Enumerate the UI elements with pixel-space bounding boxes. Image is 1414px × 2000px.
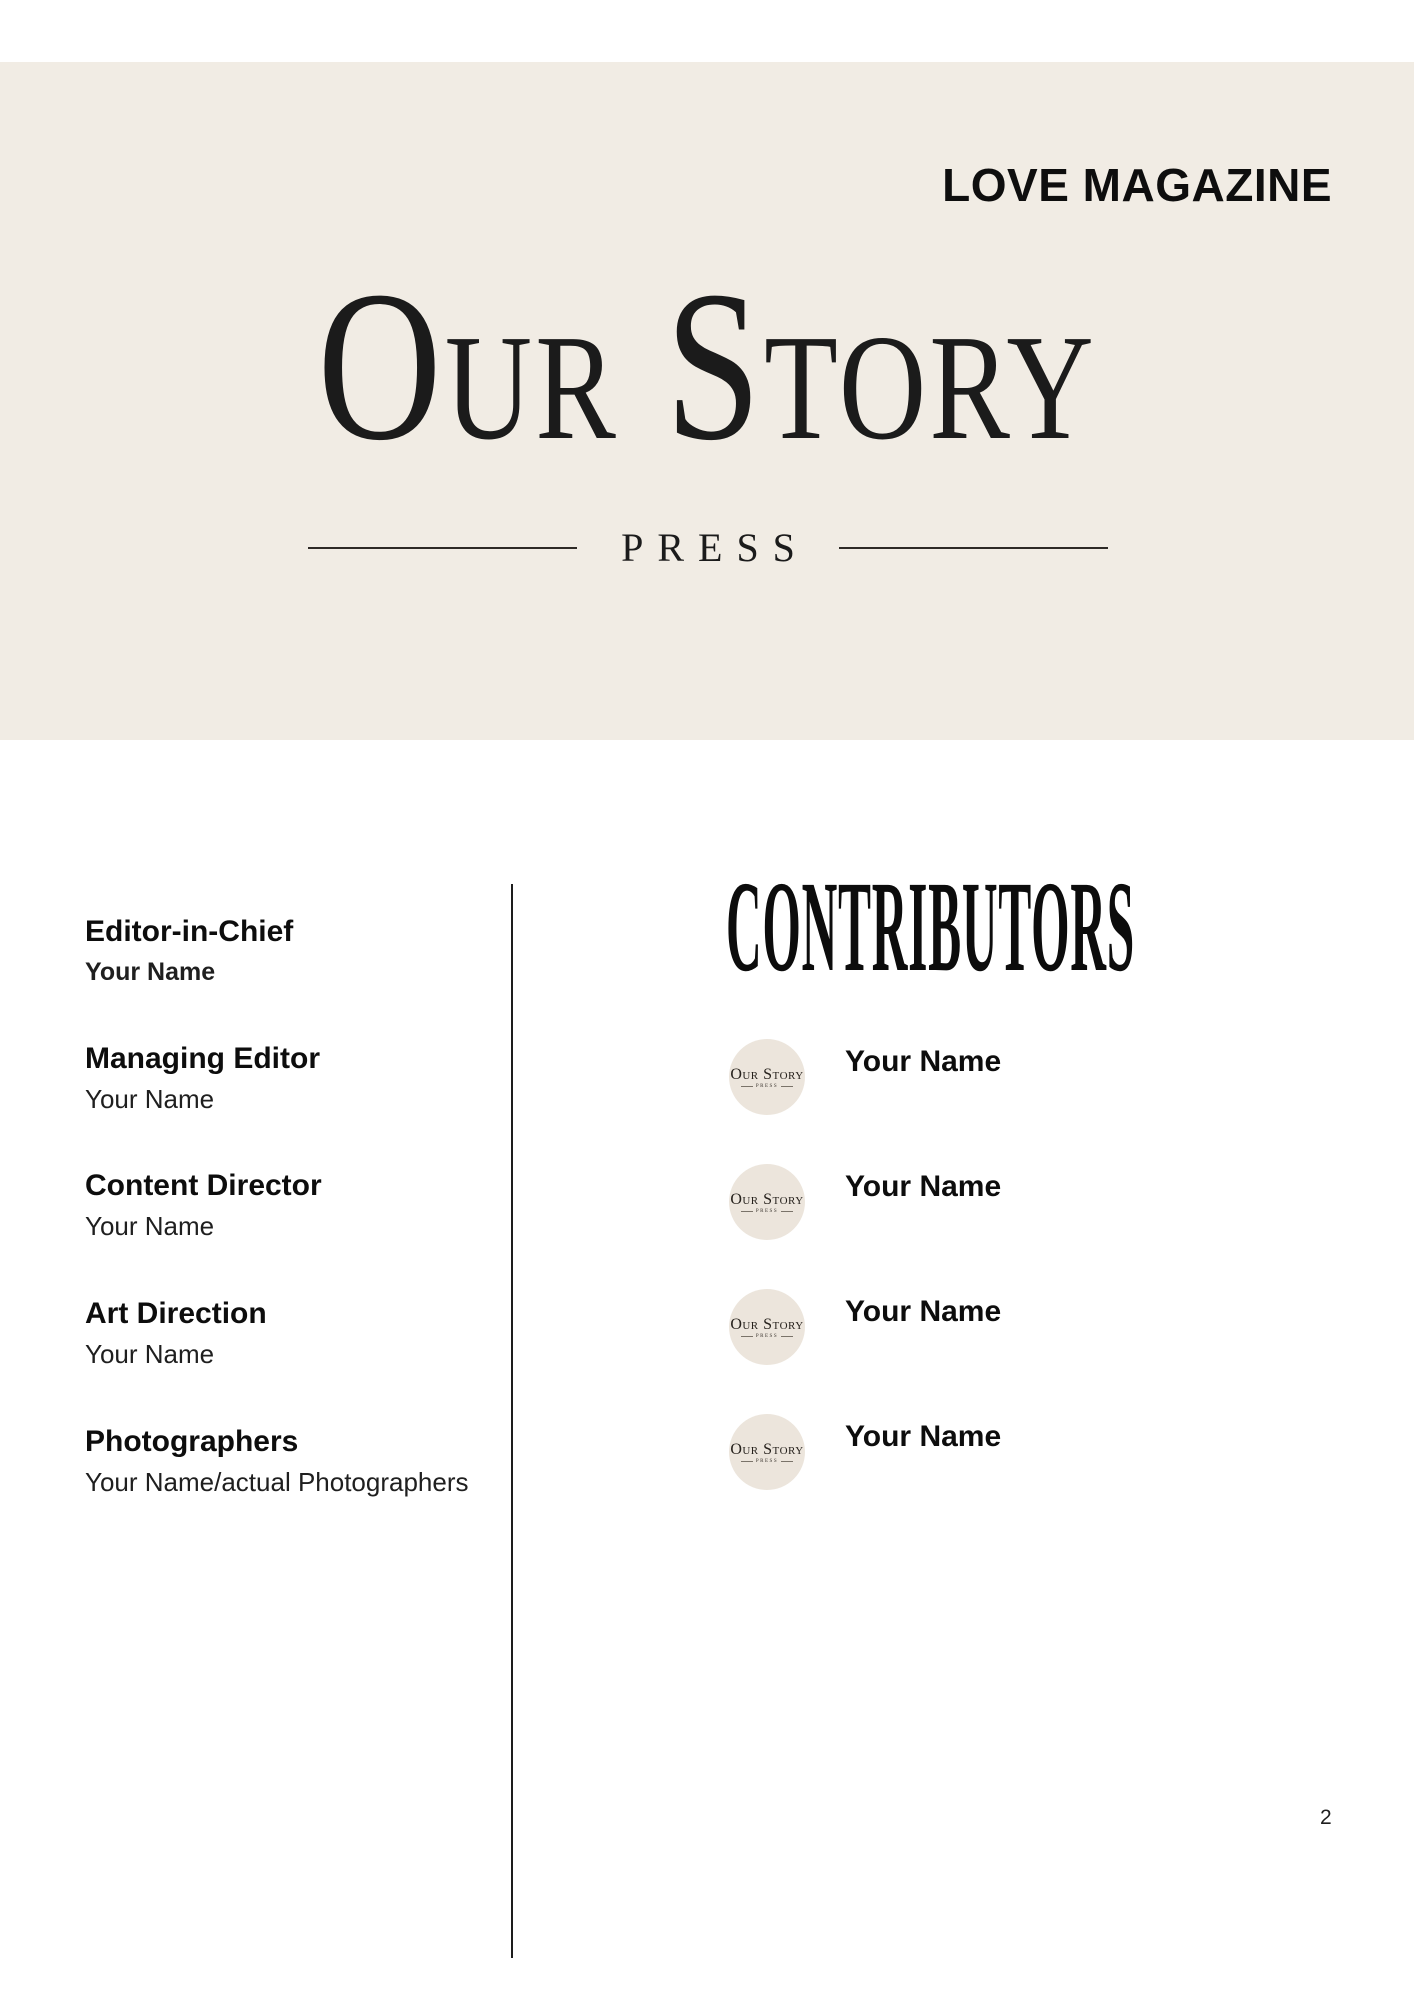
contributor-name: Your Name xyxy=(845,1295,1002,1328)
badge-wordmark: Our Story xyxy=(730,1065,804,1083)
badge-rule-right xyxy=(781,1211,793,1212)
contributor-row xyxy=(729,1164,1001,1240)
vertical-divider xyxy=(511,884,513,1958)
our-story-press-badge-icon xyxy=(729,1414,805,1490)
role-title: Photographers xyxy=(85,1425,299,1458)
masthead-role xyxy=(85,1039,485,1119)
contributor-name: Your Name xyxy=(845,1420,1002,1453)
badge-wordmark: Our Story xyxy=(730,1315,804,1333)
publisher-logo-subline xyxy=(308,524,1108,571)
role-name: Your Name xyxy=(85,1211,215,1241)
badge-press-label: PRESS xyxy=(755,1333,779,1339)
publisher-logo-press: PRESS xyxy=(621,525,809,570)
publisher-logo xyxy=(0,248,1414,485)
masthead-role xyxy=(85,1166,485,1246)
role-title: Content Director xyxy=(85,1169,322,1202)
role-title: Managing Editor xyxy=(85,1042,320,1075)
badge-rule-right xyxy=(781,1086,793,1087)
role-title: Editor-in-Chief xyxy=(85,915,294,948)
role-name: Your Name xyxy=(85,958,216,986)
contributor-row xyxy=(729,1289,1001,1365)
badge-wordmark: Our Story xyxy=(730,1440,804,1458)
our-story-press-badge-icon xyxy=(729,1289,805,1365)
role-title: Art Direction xyxy=(85,1297,267,1330)
role-name: Your Name/actual Photographers xyxy=(85,1467,469,1497)
our-story-press-badge-icon xyxy=(729,1164,805,1240)
magazine-label: LOVE MAGAZINE xyxy=(942,159,1332,211)
hero-section xyxy=(0,62,1414,740)
contributor-row xyxy=(729,1414,1001,1490)
contributor-row xyxy=(729,1039,1001,1115)
badge-press-label: PRESS xyxy=(755,1083,779,1089)
page-number: 2 xyxy=(1320,1806,1332,1829)
masthead-role xyxy=(85,1422,485,1502)
contributors-heading: CONTRIBUTORS xyxy=(726,855,1136,999)
contributor-name: Your Name xyxy=(845,1045,1002,1078)
badge-wordmark: Our Story xyxy=(730,1190,804,1208)
masthead-role xyxy=(85,1294,485,1374)
badge-subline xyxy=(741,1209,793,1214)
badge-rule-left xyxy=(741,1461,753,1462)
publisher-logo-wordmark: Our Story xyxy=(317,246,1097,485)
badge-rule-right xyxy=(781,1336,793,1337)
badge-subline xyxy=(741,1334,793,1339)
role-name: Your Name xyxy=(85,1084,215,1114)
role-name: Your Name xyxy=(85,1339,215,1369)
rule-right xyxy=(839,547,1108,549)
contributor-name: Your Name xyxy=(845,1170,1002,1203)
our-story-press-badge-icon xyxy=(729,1039,805,1115)
masthead-role xyxy=(85,912,485,992)
badge-rule-left xyxy=(741,1336,753,1337)
rule-left xyxy=(308,547,577,549)
badge-rule-left xyxy=(741,1211,753,1212)
badge-rule-left xyxy=(741,1086,753,1087)
badge-rule-right xyxy=(781,1461,793,1462)
badge-press-label: PRESS xyxy=(755,1458,779,1464)
badge-press-label: PRESS xyxy=(755,1208,779,1214)
badge-subline xyxy=(741,1459,793,1464)
badge-subline xyxy=(741,1084,793,1089)
